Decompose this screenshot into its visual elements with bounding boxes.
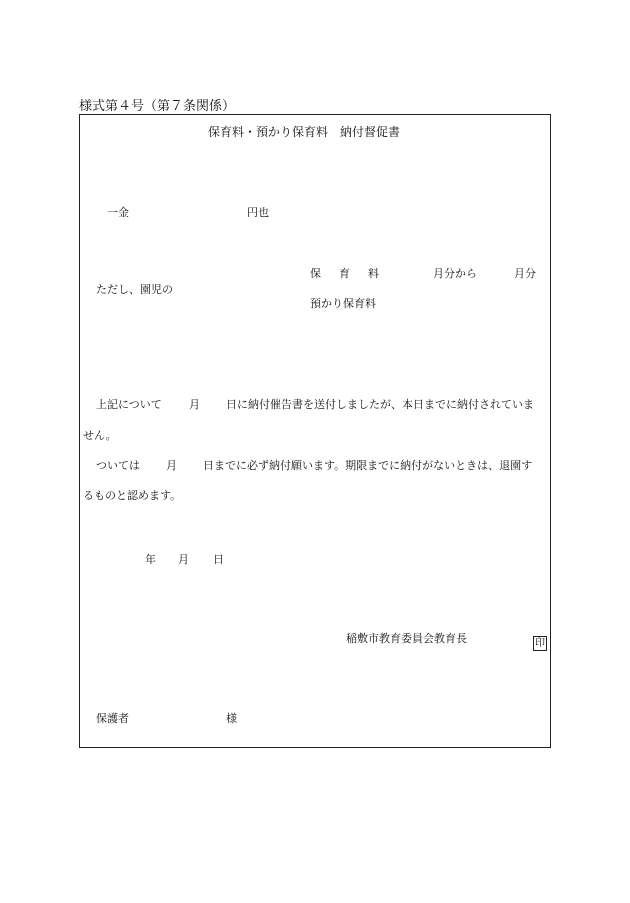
- fee-type-childcare-2: 育: [339, 267, 350, 280]
- date-month: 月: [178, 553, 189, 566]
- issuer-name: 稲敷市教育委員会教育長: [346, 632, 467, 645]
- body-p1-line1: 日に納付催告書を送付しましたが、本日までに納付されていま: [226, 398, 534, 411]
- body-p1-start: 上記について: [96, 398, 162, 411]
- document-title: 保育料・預かり保育料 納付督促書: [208, 125, 401, 139]
- amount-prefix: 一金: [107, 206, 129, 219]
- body-p1-line2: せん。: [83, 429, 117, 442]
- amount-suffix: 円也: [247, 206, 269, 219]
- official-seal-mark: [533, 631, 547, 651]
- proviso-label: ただし、園児の: [96, 283, 173, 296]
- date-day: 日: [213, 553, 224, 566]
- body-p2-start: ついては: [96, 459, 140, 472]
- body-p2-line2: るものと認めます。: [83, 489, 182, 502]
- date-year: 年: [145, 553, 156, 566]
- fee-type-extended-care: 預かり保育料: [310, 297, 376, 310]
- fee-type-childcare-3: 料: [368, 267, 379, 280]
- recipient-label: 保護者: [96, 712, 129, 725]
- notice-frame: [79, 114, 551, 748]
- recipient-honorific: 様: [226, 712, 237, 725]
- body-p2-month: 月: [166, 459, 177, 472]
- form-number-label: 様式第４号（第７条関係）: [79, 99, 236, 114]
- body-p1-month: 月: [189, 398, 200, 411]
- period-from: 月分から: [433, 267, 477, 280]
- seal-label: 印: [535, 638, 545, 649]
- fee-type-childcare-1: 保: [310, 267, 321, 280]
- body-p2-line1: 日までに必ず納付願います。期限までに納付がないときは、退園す: [203, 459, 533, 472]
- period-to: 月分: [514, 267, 536, 280]
